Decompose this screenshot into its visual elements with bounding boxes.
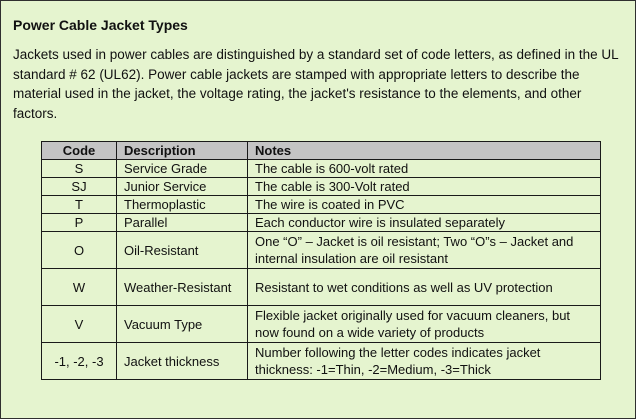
row-code: T: [42, 196, 117, 214]
row-code: -1, -2, -3: [42, 343, 117, 380]
row-notes: Resistant to wet conditions as well as UV protection: [248, 269, 601, 306]
header-notes: Notes: [248, 142, 601, 160]
row-description: Thermoplastic: [117, 196, 248, 214]
row-code: S: [42, 160, 117, 178]
row-notes: One “O” – Jacket is oil resistant; Two “O”s – Jacket and internal insulation are oil resistant: [248, 232, 601, 269]
row-description: Jacket thickness: [117, 343, 248, 380]
row-code: V: [42, 306, 117, 343]
row-code: O: [42, 232, 117, 269]
row-code: W: [42, 269, 117, 306]
row-code: SJ: [42, 178, 117, 196]
row-notes: The wire is coated in PVC: [248, 196, 601, 214]
table-row: [42, 232, 601, 269]
row-code: P: [42, 214, 117, 232]
row-notes: Flexible jacket originally used for vacuum cleaners, but now found on a wide variety of products: [248, 306, 601, 343]
row-description: Junior Service: [117, 178, 248, 196]
table-header-row: [42, 142, 601, 160]
row-description: Parallel: [117, 214, 248, 232]
table-row: [42, 343, 601, 380]
header-description: Description: [117, 142, 248, 160]
row-description: Weather-Resistant: [117, 269, 248, 306]
row-description: Vacuum Type: [117, 306, 248, 343]
panel-title: Power Cable Jacket Types: [13, 17, 188, 33]
table-row: [42, 214, 601, 232]
row-notes: Number following the letter codes indicates jacket thickness: -1=Thin, -2=Medium, -3=Thick: [248, 343, 601, 380]
table-row: [42, 160, 601, 178]
table-row: [42, 196, 601, 214]
row-notes: The cable is 300-Volt rated: [248, 178, 601, 196]
intro-paragraph: Jackets used in power cables are distinguished by a standard set of code letters, as defined in the UL standard # 62 (UL62). Power cable jackets are stamped with appropriate letters to describe the material used in the jacket, the voltage rating, the jacket's resistance to the elements, and other factors.: [13, 47, 619, 121]
jacket-codes-table: [41, 141, 601, 380]
row-description: Service Grade: [117, 160, 248, 178]
row-description: Oil-Resistant: [117, 232, 248, 269]
header-code: Code: [42, 142, 117, 160]
row-notes: Each conductor wire is insulated separately: [248, 214, 601, 232]
table-row: [42, 178, 601, 196]
table-row: [42, 306, 601, 343]
row-notes: The cable is 600-volt rated: [248, 160, 601, 178]
table-row: [42, 269, 601, 306]
